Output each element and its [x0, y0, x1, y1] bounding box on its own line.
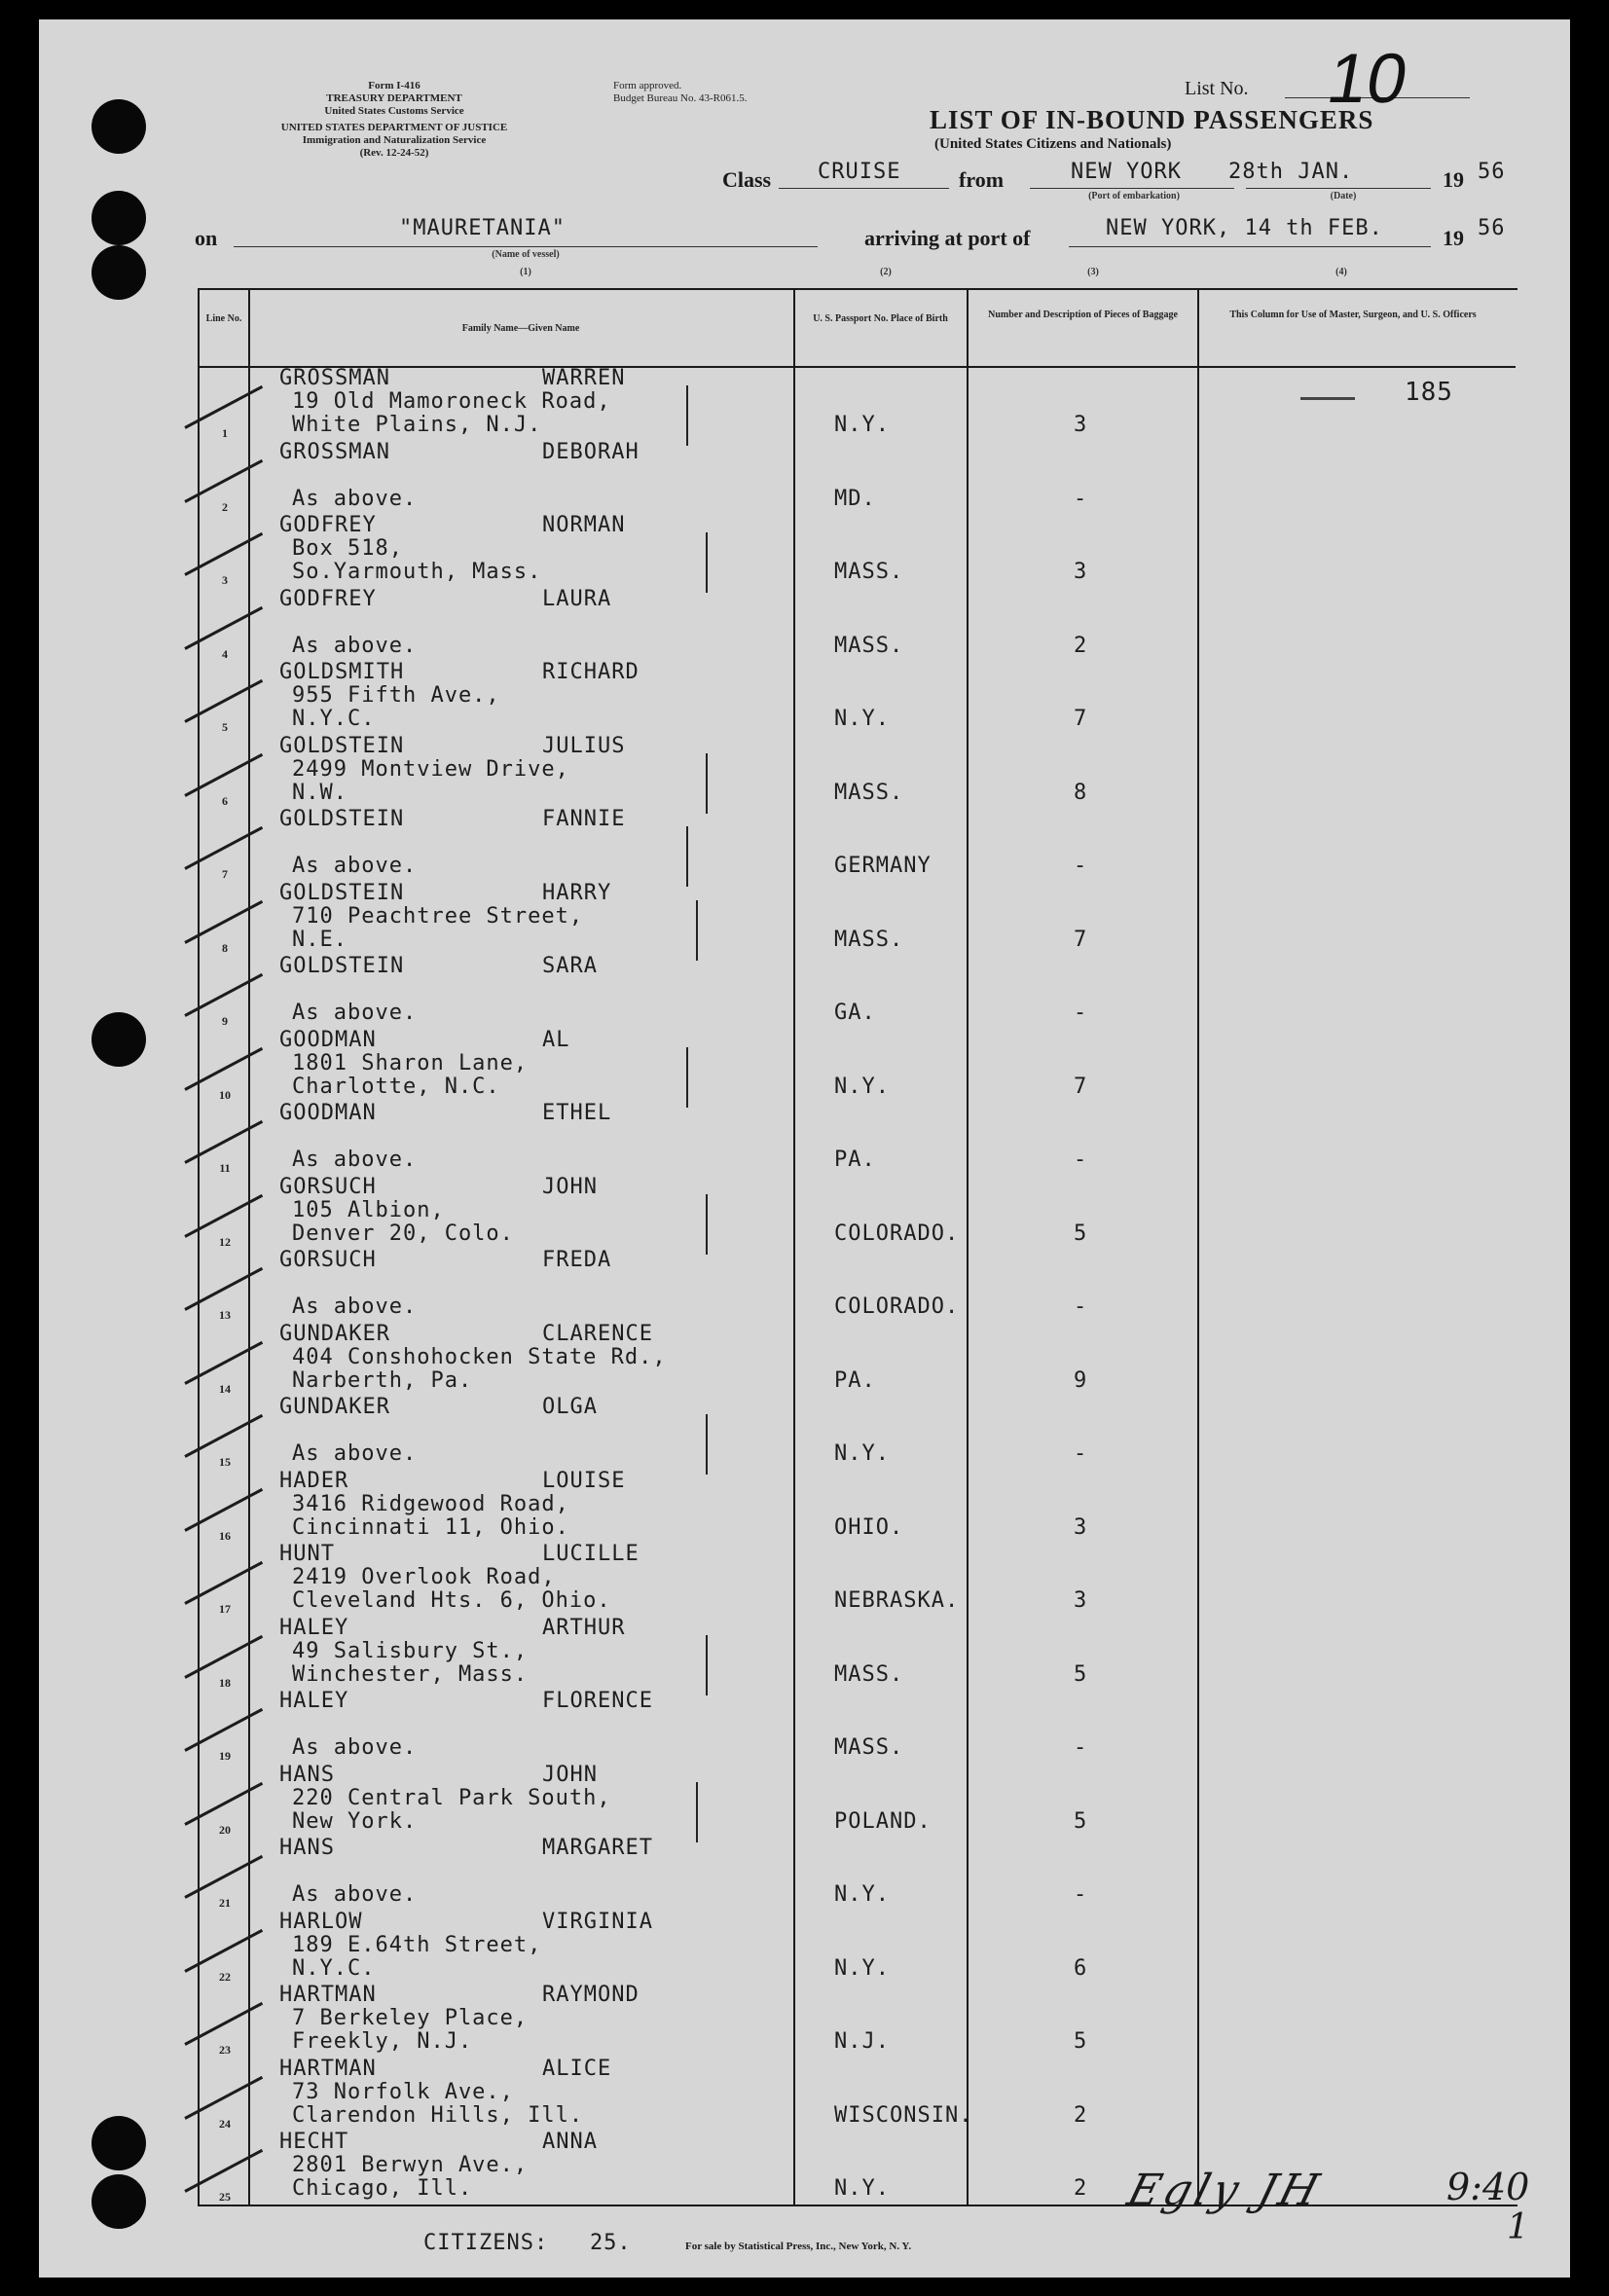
line-number: 4 [222, 646, 228, 661]
check-mark [184, 1193, 263, 1237]
address-line-2: As above. [292, 486, 418, 511]
family-name: GOLDSTEIN [279, 807, 405, 831]
birth-place: COLORADO. [834, 1221, 960, 1246]
col-num-4: (4) [1335, 267, 1347, 277]
family-name: HARLOW [279, 1909, 363, 1934]
address-line-2: Cincinnati 11, Ohio. [292, 1514, 569, 1540]
form-approved: Form approved. [613, 80, 682, 91]
table-row [0, 513, 1609, 586]
form-subtitle: (United States Citizens and Nationals) [934, 136, 1172, 152]
line-number: 18 [219, 1675, 231, 1690]
baggage-count: - [1074, 1148, 1088, 1172]
form-dept-block [200, 80, 589, 160]
table-row [0, 1175, 1609, 1248]
family-name: GUNDAKER [279, 1321, 390, 1346]
list-no-label: List No. [1185, 78, 1249, 99]
year-prefix-1: 19 [1443, 167, 1464, 192]
birth-place: MASS. [834, 1735, 904, 1760]
tally-mark [706, 1635, 708, 1695]
address-line-1: 2499 Montview Drive, [292, 756, 569, 782]
address-line-2: Chicago, Ill. [292, 2176, 473, 2201]
punch-hole [91, 191, 146, 245]
birth-place: GERMANY [834, 854, 932, 878]
form-number: Form I-416 [368, 80, 421, 91]
address-line-2: As above. [292, 1735, 418, 1760]
birth-place: POLAND. [834, 1808, 932, 1834]
check-mark [184, 1046, 263, 1090]
address-line-1: 2801 Berwyn Ave., [292, 2153, 529, 2177]
given-name: DEBORAH [542, 439, 640, 464]
birth-place: N.Y. [834, 1955, 890, 1981]
baggage-count: 5 [1074, 1661, 1088, 1687]
year-2: 56 [1478, 216, 1506, 240]
col-header-baggage: Number and Description of Pieces of Baggage [988, 310, 1178, 320]
check-mark [184, 679, 263, 723]
table-row [0, 1395, 1609, 1468]
table-row [0, 1101, 1609, 1174]
family-name: GODFREY [279, 586, 377, 611]
baggage-count: - [1074, 486, 1088, 511]
baggage-count: 5 [1074, 1808, 1088, 1834]
col-num-3: (3) [1087, 267, 1099, 277]
check-mark [184, 899, 263, 943]
address-line-1: 7 Berkeley Place, [292, 2006, 529, 2030]
family-name: GROSSMAN [279, 439, 390, 464]
tally-mark [706, 1194, 708, 1255]
tally-mark [686, 1047, 688, 1108]
given-name: VIRGINIA [542, 1909, 653, 1934]
given-name: OLGA [542, 1395, 598, 1419]
date-caption: (Date) [1330, 191, 1357, 201]
given-name: ANNA [542, 2130, 598, 2154]
tally-mark [706, 1414, 708, 1475]
baggage-count: - [1074, 1882, 1088, 1907]
baggage-count: 6 [1074, 1955, 1088, 1981]
col-header-officers: This Column for Use of Master, Surgeon, and U. S. Officers [1229, 310, 1477, 320]
baggage-count: 3 [1074, 413, 1088, 437]
given-name: LOUISE [542, 1468, 626, 1493]
punch-hole [91, 99, 146, 154]
line-number: 19 [219, 1749, 231, 1763]
line-number: 14 [219, 1381, 231, 1396]
col-header-line-no: Line No. [205, 313, 242, 324]
check-mark [184, 2149, 263, 2193]
birth-place: OHIO. [834, 1514, 904, 1540]
address-line-1: 404 Conshohocken State Rd., [292, 1344, 667, 1369]
birth-place: N.Y. [834, 707, 890, 731]
line-number: 2 [222, 499, 228, 514]
address-line-2: Charlotte, N.C. [292, 1074, 500, 1099]
line-number: 1 [222, 426, 228, 440]
table-row [0, 1983, 1609, 2056]
table-row [0, 1542, 1609, 1615]
address-line-1: 710 Peachtree Street, [292, 903, 584, 929]
given-name: MARGARET [542, 1836, 653, 1860]
page-mark-2: 1 [1507, 2207, 1529, 2247]
birth-place: MASS. [834, 780, 904, 805]
check-mark [184, 1855, 263, 1899]
family-name: HALEY [279, 1615, 349, 1640]
birth-place: MASS. [834, 633, 904, 658]
family-name: HADER [279, 1468, 349, 1493]
address-line-1: 73 Norfolk Ave., [292, 2079, 514, 2104]
given-name: NORMAN [542, 513, 626, 537]
check-mark [184, 1340, 263, 1384]
birth-place: N.Y. [834, 1074, 890, 1099]
address-line-1: 49 Salisbury St., [292, 1638, 529, 1663]
class-label: Class [722, 167, 772, 192]
birth-place: N.Y. [834, 413, 890, 437]
revision-date: (Rev. 12-24-52) [359, 147, 429, 159]
table-row [0, 1322, 1609, 1395]
check-mark [184, 1634, 263, 1678]
table-row [0, 366, 1609, 439]
tally-mark [706, 532, 708, 593]
treasury-dept: TREASURY DEPARTMENT [326, 92, 462, 104]
family-name: HANS [279, 1836, 335, 1860]
table-row [0, 1469, 1609, 1542]
check-mark [184, 1781, 263, 1825]
check-mark [184, 1928, 263, 1972]
family-name: HANS [279, 1762, 335, 1787]
family-name: HARTMAN [279, 2056, 377, 2081]
immigration-service: Immigration and Naturalization Service [302, 134, 487, 146]
line-number: 17 [219, 1602, 231, 1616]
family-name: GOODMAN [279, 1101, 377, 1125]
table-row [0, 807, 1609, 880]
line-number: 6 [222, 793, 228, 808]
given-name: JOHN [542, 1174, 598, 1199]
table-row [0, 2130, 1609, 2203]
baggage-count: 8 [1074, 780, 1088, 805]
line-number: 24 [219, 2116, 231, 2131]
given-name: ARTHUR [542, 1615, 626, 1640]
address-line-2: White Plains, N.J. [292, 413, 542, 437]
address-line-2: As above. [292, 1441, 418, 1466]
year-1: 56 [1478, 160, 1506, 184]
line-number: 22 [219, 1969, 231, 1984]
line-number: 16 [219, 1528, 231, 1543]
address-line-2: N.E. [292, 927, 347, 952]
baggage-count: 5 [1074, 2029, 1088, 2054]
birth-place: NEBRASKA. [834, 1588, 960, 1613]
tally-mark [686, 385, 688, 446]
line-number: 10 [219, 1087, 231, 1102]
family-name: GODFREY [279, 513, 377, 537]
address-line-2: N.Y.C. [292, 707, 376, 731]
family-name: GROSSMAN [279, 366, 390, 390]
birth-place: N.Y. [834, 2176, 890, 2201]
given-name: LUCILLE [542, 1542, 640, 1566]
birth-place: N.Y. [834, 1882, 890, 1907]
baggage-count: 2 [1074, 633, 1088, 658]
table-row [0, 1910, 1609, 1983]
check-mark [184, 2075, 263, 2119]
address-line-1: 105 Albion, [292, 1197, 445, 1222]
line-number: 11 [219, 1161, 231, 1175]
class-value: CRUISE [818, 160, 901, 184]
given-name: JULIUS [542, 733, 626, 758]
col-num-2: (2) [880, 267, 892, 277]
approval-block [613, 80, 837, 105]
budget-bureau: Budget Bureau No. 43-R061.5. [613, 92, 748, 104]
baggage-count: - [1074, 1441, 1088, 1466]
tally-mark [696, 1782, 698, 1842]
col-header-passport: U. S. Passport No. Place of Birth [813, 313, 948, 324]
birth-place: WISCONSIN. [834, 2102, 973, 2128]
table-row [0, 881, 1609, 954]
customs-service: United States Customs Service [324, 105, 464, 117]
from-value: NEW YORK [1071, 160, 1182, 184]
birth-place: MASS. [834, 560, 904, 584]
line-number: 15 [219, 1455, 231, 1469]
check-mark [184, 2002, 263, 2046]
baggage-count: 2 [1074, 2102, 1088, 2128]
check-mark [184, 1708, 263, 1752]
address-line-1: 1801 Sharon Lane, [292, 1050, 529, 1075]
arrival-port-date: NEW YORK, 14 th FEB. [1106, 216, 1383, 240]
baggage-count: 5 [1074, 1221, 1088, 1246]
birth-place: COLORADO. [834, 1294, 960, 1319]
arriving-label: arriving at port of [864, 226, 1031, 250]
line-number: 8 [222, 940, 228, 955]
check-mark [184, 1561, 263, 1605]
table-row [0, 440, 1609, 513]
line-number: 12 [219, 1234, 231, 1249]
address-line-2: As above. [292, 1882, 418, 1907]
page-mark: 9:40 [1446, 2166, 1530, 2208]
check-mark [184, 752, 263, 796]
address-line-1: 3416 Ridgewood Road, [292, 1491, 569, 1516]
address-line-1: 2419 Overlook Road, [292, 1565, 556, 1589]
address-line-2: As above. [292, 1148, 418, 1172]
birth-place: PA. [834, 1367, 876, 1393]
vessel-caption: (Name of vessel) [492, 249, 560, 260]
check-mark [184, 385, 263, 429]
port-caption: (Port of embarkation) [1088, 191, 1180, 201]
address-line-2: As above. [292, 854, 418, 878]
handwritten-signature: Egly JH [1122, 2166, 1329, 2215]
address-line-2: New York. [292, 1808, 418, 1834]
address-line-2: Clarendon Hills, Ill. [292, 2102, 584, 2128]
table-row [0, 954, 1609, 1027]
table-row [0, 2057, 1609, 2130]
address-line-2: Freekly, N.J. [292, 2029, 473, 2054]
check-mark [184, 458, 263, 502]
baggage-count: 3 [1074, 560, 1088, 584]
check-mark [184, 973, 263, 1017]
address-line-2: N.W. [292, 780, 347, 805]
baggage-count: 3 [1074, 1588, 1088, 1613]
baggage-count: 9 [1074, 1367, 1088, 1393]
birth-place: N.Y. [834, 1441, 890, 1466]
baggage-count: 2 [1074, 2176, 1088, 2201]
printer-credit: For sale by Statistical Press, Inc., New York, N. Y. [685, 2241, 912, 2252]
birth-place: MASS. [834, 927, 904, 952]
tally-mark [696, 900, 698, 961]
address-line-2: Denver 20, Colo. [292, 1221, 514, 1246]
line-number: 25 [219, 2190, 231, 2204]
citizens-count: CITIZENS: 25. [423, 2231, 632, 2255]
baggage-count: 3 [1074, 1514, 1088, 1540]
line-number: 7 [222, 867, 228, 881]
birth-place: MASS. [834, 1661, 904, 1687]
table-row [0, 1028, 1609, 1101]
col-header-name: Family Name—Given Name [461, 323, 580, 334]
given-name: FANNIE [542, 807, 626, 831]
address-line-2: Narberth, Pa. [292, 1367, 473, 1393]
check-mark [184, 605, 263, 649]
list-no-value: 10 [1321, 40, 1414, 118]
baggage-count: 7 [1074, 707, 1088, 731]
line-number: 13 [219, 1308, 231, 1322]
given-name: JOHN [542, 1762, 598, 1787]
family-name: GOLDSTEIN [279, 880, 405, 905]
punch-hole [91, 245, 146, 300]
address-line-2: As above. [292, 1001, 418, 1025]
address-line-2: So.Yarmouth, Mass. [292, 560, 542, 584]
given-name: AL [542, 1027, 570, 1052]
birth-place: MD. [834, 486, 876, 511]
table-row [0, 734, 1609, 807]
line-number: 5 [222, 720, 228, 734]
table-row [0, 1836, 1609, 1909]
line-number: 23 [219, 2043, 231, 2057]
col-num-1: (1) [520, 267, 531, 277]
officer-note: 185 [1405, 378, 1453, 407]
address-line-2: Cleveland Hts. 6, Ohio. [292, 1588, 611, 1613]
given-name: RAYMOND [542, 1983, 640, 2007]
vessel-name: "MAURETANIA" [399, 216, 566, 240]
table-row [0, 1616, 1609, 1689]
line-number: 3 [222, 573, 228, 587]
address-line-2: N.Y.C. [292, 1955, 376, 1981]
family-name: HARTMAN [279, 1983, 377, 2007]
family-name: HALEY [279, 1689, 349, 1713]
address-line-2: As above. [292, 1294, 418, 1319]
from-label: from [959, 167, 1005, 192]
tally-mark [706, 753, 708, 814]
baggage-count: - [1074, 1294, 1088, 1319]
table-row [0, 1248, 1609, 1321]
check-mark [184, 826, 263, 870]
year-prefix-2: 19 [1443, 226, 1464, 250]
family-name: GOLDSMITH [279, 660, 405, 684]
form-title: LIST OF IN-BOUND PASSENGERS [930, 105, 1374, 134]
family-name: HECHT [279, 2130, 349, 2154]
check-mark [184, 1487, 263, 1531]
given-name: RICHARD [542, 660, 640, 684]
table-row [0, 587, 1609, 660]
family-name: GOODMAN [279, 1027, 377, 1052]
baggage-count: - [1074, 1001, 1088, 1025]
birth-place: GA. [834, 1001, 876, 1025]
given-name: WARREN [542, 366, 626, 390]
address-line-2: Winchester, Mass. [292, 1661, 529, 1687]
table-row [0, 660, 1609, 733]
birth-place: PA. [834, 1148, 876, 1172]
address-line-2: As above. [292, 633, 418, 658]
line-number: 20 [219, 1822, 231, 1837]
given-name: FREDA [542, 1248, 612, 1272]
check-mark [184, 1414, 263, 1458]
table-row [0, 1689, 1609, 1762]
check-mark [184, 1120, 263, 1164]
on-label: on [195, 226, 218, 250]
departure-date: 28th JAN. [1228, 160, 1354, 184]
given-name: FLORENCE [542, 1689, 653, 1713]
baggage-count: 7 [1074, 927, 1088, 952]
address-line-1: 955 Fifth Ave., [292, 683, 500, 708]
given-name: ALICE [542, 2056, 612, 2081]
baggage-count: - [1074, 854, 1088, 878]
address-line-1: Box 518, [292, 536, 403, 561]
table-row [0, 1763, 1609, 1836]
tally-mark [686, 826, 688, 887]
address-line-1: 19 Old Mamoroneck Road, [292, 389, 611, 414]
address-line-1: 189 E.64th Street, [292, 1932, 542, 1957]
line-number: 21 [219, 1896, 231, 1910]
family-name: GORSUCH [279, 1248, 377, 1272]
given-name: ETHEL [542, 1101, 612, 1125]
family-name: HUNT [279, 1542, 335, 1566]
given-name: SARA [542, 954, 598, 978]
line-number: 9 [222, 1014, 228, 1028]
check-mark [184, 1267, 263, 1311]
birth-place: N.J. [834, 2029, 890, 2054]
baggage-count: 7 [1074, 1074, 1088, 1099]
family-name: GOLDSTEIN [279, 954, 405, 978]
given-name: LAURA [542, 586, 612, 611]
check-mark [184, 532, 263, 576]
family-name: GOLDSTEIN [279, 733, 405, 758]
address-line-1: 220 Central Park South, [292, 1785, 611, 1810]
given-name: CLARENCE [542, 1321, 653, 1346]
given-name: HARRY [542, 880, 612, 905]
justice-dept: UNITED STATES DEPARTMENT OF JUSTICE [280, 122, 508, 133]
family-name: GUNDAKER [279, 1395, 390, 1419]
baggage-count: - [1074, 1735, 1088, 1760]
family-name: GORSUCH [279, 1174, 377, 1199]
